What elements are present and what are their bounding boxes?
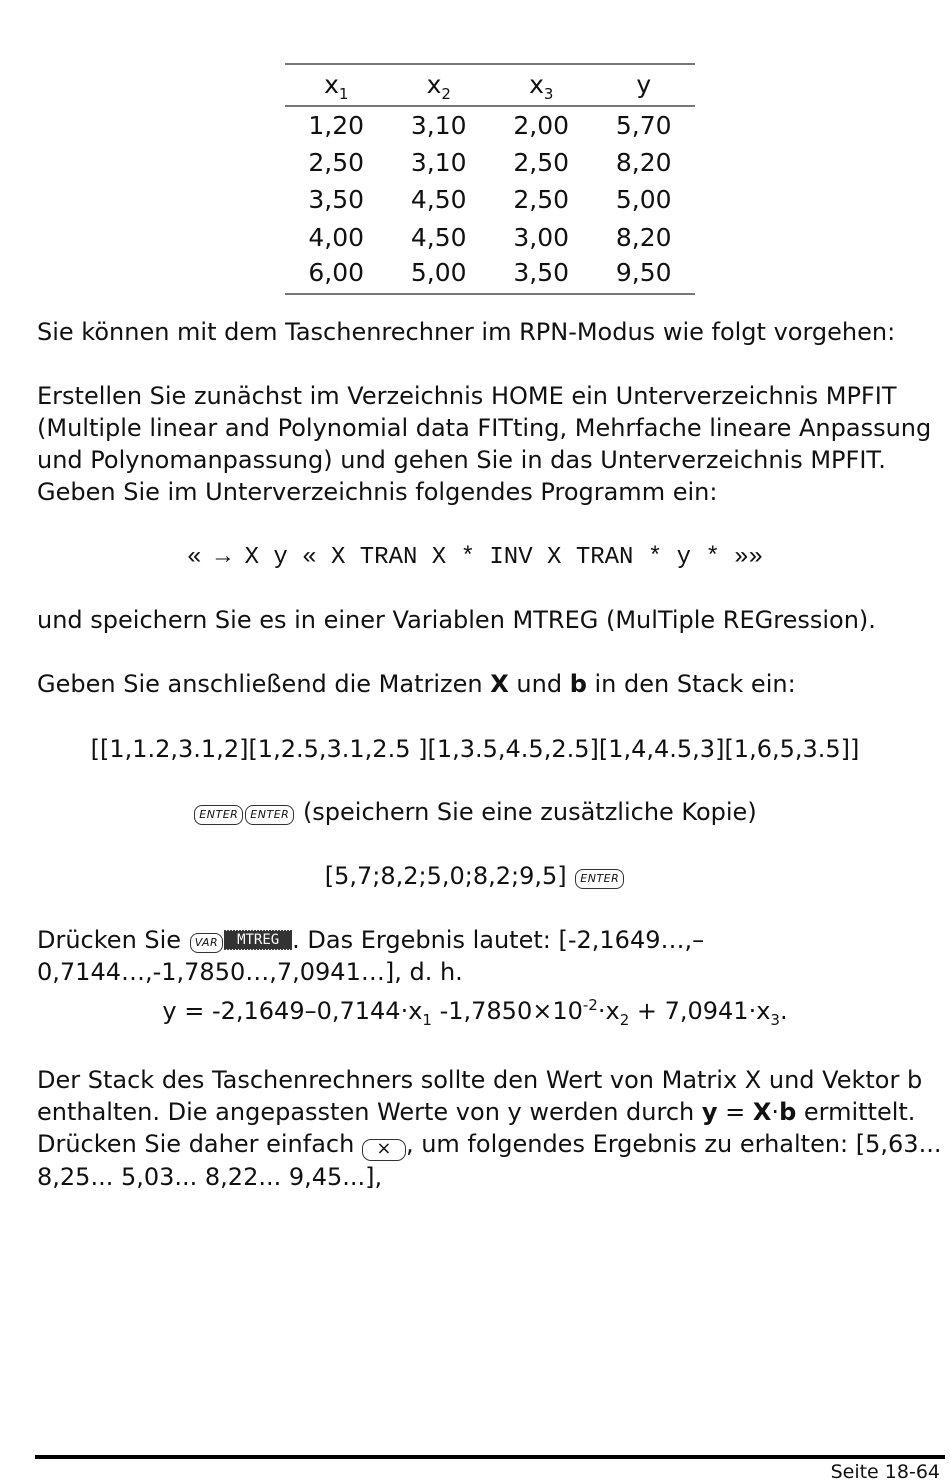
var-key: VAR <box>190 933 223 953</box>
table-header-row <box>285 64 695 106</box>
table-cell: 2,50 <box>308 147 365 177</box>
eq-sub: 2 <box>619 1010 630 1029</box>
text-span: und <box>508 670 570 698</box>
text-span: Drücken Sie <box>37 926 189 954</box>
table-cell: 5,00 <box>615 185 672 215</box>
softkey-label: MTREG <box>224 931 292 949</box>
enter-key: ENTER <box>194 805 243 825</box>
eq-sub: 3 <box>770 1010 780 1029</box>
enter-line <box>0 796 950 828</box>
bold-x: X <box>752 1098 772 1126</box>
vector-input: [5,7;8,2;5,0;8,2;9,5] <box>324 862 567 890</box>
bold-b: b <box>569 670 587 698</box>
text-span: in den Stack ein: <box>586 670 796 698</box>
enter-key: ENTER <box>575 869 624 889</box>
page-number: Seite 18-64 <box>830 1461 940 1483</box>
multiply-key: × <box>362 1139 406 1161</box>
table-cell: 5,70 <box>615 110 672 140</box>
paragraph-intro: Sie können mit dem Taschenrechner im RPN-Modus wie folgt vorgehen: <box>37 318 896 346</box>
table-cell: 9,50 <box>615 257 672 287</box>
vector-line <box>0 860 950 892</box>
table-cell: 4,50 <box>410 185 467 215</box>
table-row <box>285 106 695 144</box>
table-row <box>285 144 695 182</box>
footer-rule <box>35 1455 945 1459</box>
table-cell: 1,20 <box>308 110 365 140</box>
text-span: . Das Ergebnis lautet: [-2,1649…,–0,7144…,-1,7850…,7,0941…], d. h. <box>37 926 705 986</box>
header-x3: $x_3$ <box>529 70 554 103</box>
mtreg-softkey <box>224 930 292 950</box>
eq-sub: 1 <box>422 1010 432 1029</box>
bold-x: X <box>490 670 509 698</box>
table-cell: 3,00 <box>513 222 570 252</box>
paragraph-matrices <box>37 668 942 700</box>
bold-b: b <box>779 1098 797 1126</box>
paragraph-stack <box>37 1064 942 1193</box>
data-table <box>285 63 695 295</box>
table-cell: 3,50 <box>308 185 365 215</box>
table-cell: 2,50 <box>513 185 570 215</box>
matrix-input: [[1,1.2,3.1,2][1,2.5,3.1,2.5 ][1,3.5,4.5,2.5][1,4,4.5,3][1,6,5,3.5]] <box>90 735 860 763</box>
table-cell: 8,20 <box>615 147 672 177</box>
table-row <box>285 256 695 294</box>
table-cell: 3,50 <box>513 257 570 287</box>
eq-part: y = -2,1649–0,7144·x <box>162 997 423 1025</box>
table-row <box>285 219 695 257</box>
eq-part: -1,7850×10 <box>431 997 583 1025</box>
paragraph-mpfit: Erstellen Sie zunächst im Verzeichnis HOME ein Unterverzeichnis MPFIT (Multiple linear and Polynomial data FITting, Mehrfache lineare Anpassung und Polynomanpassung) und gehen Sie in das Unterverzeichnis MPFIT. Geben Sie im Unterverzeichnis folgendes Programm ein: <box>37 382 932 506</box>
program-code: « → X y « X TRAN X * INV X TRAN * y * »» <box>186 544 764 571</box>
eq-part: . <box>779 997 788 1025</box>
regression-equation <box>0 995 950 1027</box>
table-cell: 3,10 <box>410 110 467 140</box>
text-span: Geben Sie anschließend die Matrizen <box>37 670 491 698</box>
table-cell: 6,00 <box>308 257 365 287</box>
enter-line-text: (speichern Sie eine zusätzliche Kopie) <box>302 798 757 826</box>
text-span: · <box>771 1098 780 1126</box>
eq-sup: -2 <box>582 996 598 1014</box>
table-cell: 8,20 <box>615 222 672 252</box>
text-span: ermittelt. Drücken Sie daher einfach <box>37 1098 916 1158</box>
header-x2: $x_2$ <box>426 70 451 103</box>
text-span: , um folgendes Ergebnis zu erhalten: [5,63... 8,25... 5,03... 8,22... 9,45...], <box>37 1130 942 1191</box>
bold-y: y <box>701 1098 718 1126</box>
enter-key: ENTER <box>245 805 294 825</box>
table-cell: 3,10 <box>410 147 467 177</box>
table-cell: 2,50 <box>513 147 570 177</box>
paragraph-store: und speichern Sie es in einer Variablen MTREG (MulTiple REGression). <box>37 606 876 634</box>
table-cell: 2,00 <box>513 110 570 140</box>
paragraph-result <box>37 924 942 988</box>
eq-part: ·x <box>597 997 620 1025</box>
text-span: Der Stack des Taschenrechners sollte den Wert von Matrix X und Vektor b enthalten. Die angepassten Werte von y werden durch <box>37 1066 923 1126</box>
header-x1: $x_1$ <box>324 70 349 103</box>
table-cell: 4,50 <box>410 222 467 252</box>
table-cell: 4,00 <box>308 222 365 252</box>
text-span: = <box>717 1098 753 1126</box>
eq-part: + 7,0941·x <box>629 997 771 1025</box>
header-y: y <box>636 70 652 99</box>
table-row <box>285 181 695 219</box>
table-cell: 5,00 <box>410 257 467 287</box>
